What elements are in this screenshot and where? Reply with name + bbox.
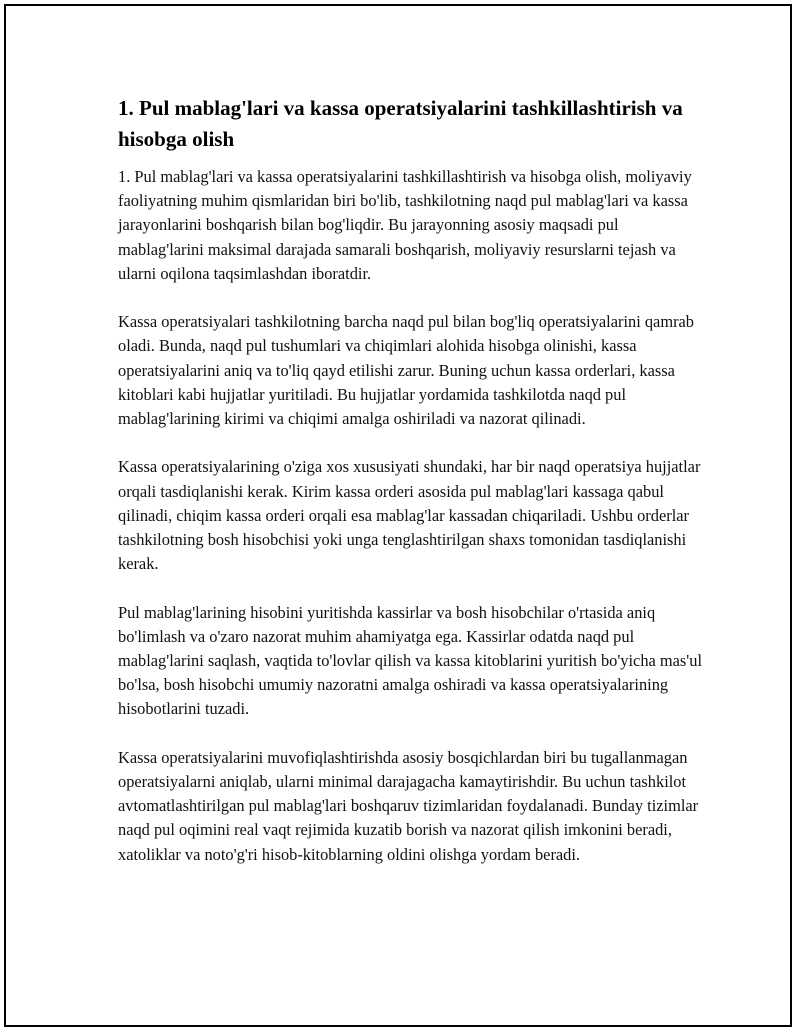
paragraph-4: Pul mablag'larining hisobini yuritishda kassirlar va bosh hisobchilar o'rtasida aniq bo'limlash va o'zaro nazorat muhim ahamiyatga ega. Kassirlar odatda naqd pul mablag'larini saqlash, vaqtida to'lovlar qilish va kassa kitoblarini yuritish bo'yicha mas'ul bo'lsa, bosh hisobchi umumiy nazoratni amalga oshiradi va kassa operatsiyalarining hisobotlarini tuzadi. (118, 602, 703, 719)
paragraph-2: Kassa operatsiyalari tashkilotning barcha naqd pul bilan bog'liq operatsiyalarini qamrab oladi. Bunda, naqd pul tushumlari va chiqimlari alohida hisobga olinishi, kassa operatsiyalarini aniq va to'liq qayd etilishi zarur. Buning uchun kassa orderlari, kassa kitoblari kabi hujjatlar yuritiladi. Bu hujjatlar yordamida tashkilotda naqd pul mablag'larining kirimi va chiqimi amalga oshiriladi va nazorat qilinadi. (118, 312, 695, 429)
paragraph-3: Kassa operatsiyalarining o'ziga xos xususiyati shundaki, har bir naqd operatsiya hujjatlar orqali tasdiqlanishi kerak. Kirim kassa orderi asosida pul mablag'lari kassaga qabul qilinadi, chiqim kassa orderi orqali esa mablag'lar kassadan chiqariladi. Ushbu orderlar tashkilotning bosh hisobchisi yoki unga tenglashtirilgan shaxs tomonidan tasdiqlanishi kerak. (118, 457, 701, 574)
paragraph-1: 1. Pul mablag'lari va kassa operatsiyalarini tashkillashtirish va hisobga olish, moliyaviy faoliyatning muhim qismlaridan biri bo'lib, tashkilotning naqd pul mablag'lari va kassa jarayonlarini boshqarish bilan bog'liqdir. Bu jarayonning asosiy maqsadi pul mablag'larini maksimal darajada samarali boshqarish, moliyaviy resurslarni tejash va ularni oqilona taqsimlashdan iboratdir. (118, 167, 692, 283)
paragraph-5: Kassa operatsiyalarini muvofiqlashtirishda asosiy bosqichlardan biri bu tugallanmagan operatsiyalarni aniqlab, ularni minimal darajagacha kamaytirishdir. Bu uchun tashkilot avtomatlashtirilgan pul mablag'lari boshqaruv tizimlaridan foydalanadi. Bunday tizimlar naqd pul oqimini real vaqt rejimida kuzatib borish va nazorat qilish imkonini beradi, xatoliklar va noto'g'ri hisob-kitoblarning oldini olishga yordam beradi. (118, 747, 699, 864)
document-body (118, 93, 708, 891)
document-title: 1. Pul mablag'lari va kassa operatsiyalarini tashkillashtirish va hisobga olish (118, 96, 683, 151)
